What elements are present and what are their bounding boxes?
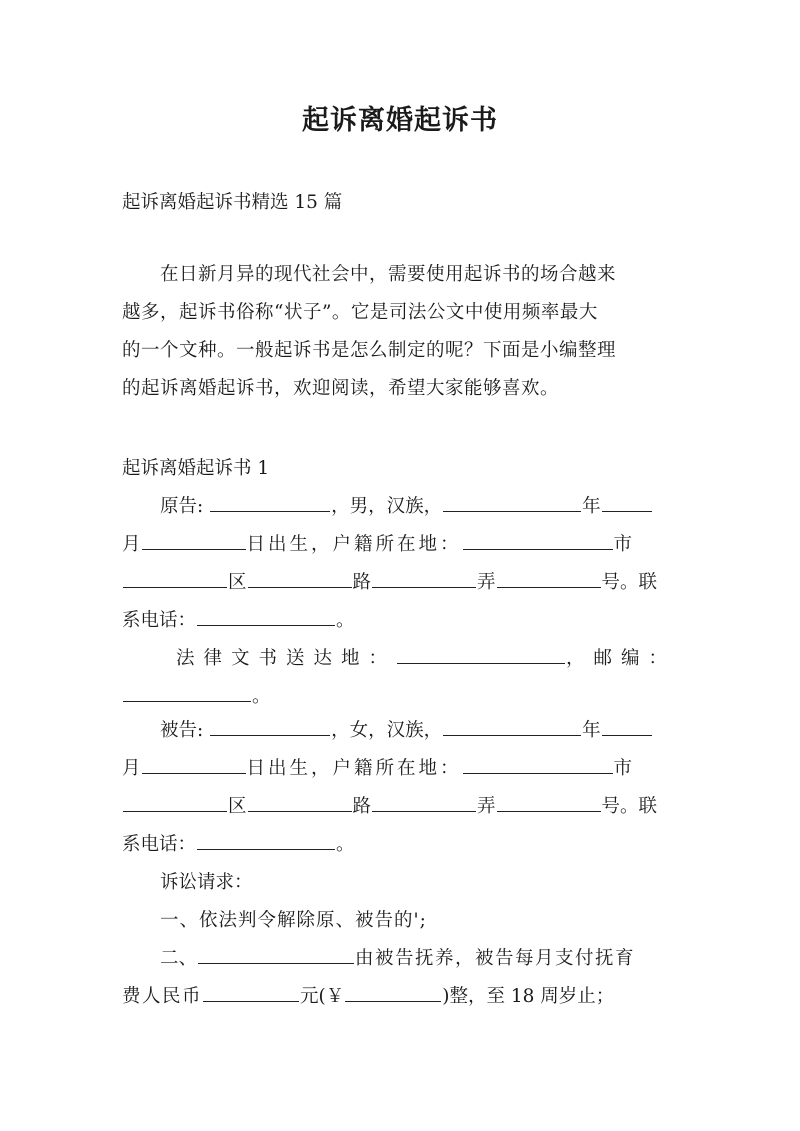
plaintiff-birth-year-blank[interactable] [443, 495, 581, 512]
plaintiff-name-blank[interactable] [210, 495, 330, 512]
plaintiff-gender: ，男，汉族， [331, 496, 443, 517]
claims-label: 诉讼请求： [160, 872, 253, 893]
service-address-line-1 [176, 646, 676, 672]
intro-line-4: 的起诉离婚起诉书，欢迎阅读，希望大家能够喜欢。 [122, 378, 560, 399]
defendant-line-1 [160, 718, 653, 744]
claim-2-child-blank[interactable] [198, 947, 354, 964]
service-address-blank[interactable] [397, 647, 565, 664]
service-address-line-2 [122, 684, 271, 710]
plaintiff-period: 。 [336, 610, 355, 631]
plaintiff-phone-label: 系电话： [122, 610, 197, 631]
defendant-road-blank[interactable] [372, 795, 476, 812]
defendant-birth-year-blank[interactable] [443, 719, 581, 736]
plaintiff-number-contact: 号。联 [601, 572, 658, 593]
defendant-period: 。 [336, 834, 355, 855]
plaintiff-lane-label: 弄 [477, 572, 496, 593]
plaintiff-birth-day-blank[interactable] [142, 533, 246, 550]
zip-label: ，邮编： [566, 648, 677, 669]
defendant-month-label: 月 [122, 758, 141, 779]
claim-1: 一、依法判令解除原、被告的'; [160, 910, 427, 931]
intro-line-2: 越多，起诉书俗称“状子”。它是司法公文中使用频率最大 [122, 302, 598, 323]
defendant-label: 被告: [160, 720, 204, 741]
defendant-birth-month-blank[interactable] [602, 719, 652, 736]
defendant-district-label: 区 [228, 796, 247, 817]
plaintiff-district-label: 区 [228, 572, 247, 593]
defendant-name-blank[interactable] [210, 719, 330, 736]
defendant-province-blank[interactable] [463, 757, 613, 774]
plaintiff-birth-reg: 日出生，户籍所在地： [246, 534, 462, 555]
claim-2-line-1 [160, 946, 635, 972]
plaintiff-month-label: 月 [122, 534, 141, 555]
plaintiff-birth-month-blank[interactable] [602, 495, 652, 512]
plaintiff-line-3 [122, 570, 657, 596]
service-address-label: 法律文书送达地： [176, 648, 397, 669]
intro-line-1: 在日新月异的现代社会中，需要使用起诉书的场合越来 [160, 264, 617, 285]
claim-2-suffix: )整，至 18 周岁止； [442, 986, 615, 1007]
zip-period: 。 [252, 686, 271, 707]
document-title: 起诉离婚起诉书 [302, 105, 498, 136]
plaintiff-road-blank[interactable] [372, 571, 476, 588]
defendant-number-contact: 号。联 [601, 796, 658, 817]
plaintiff-city-blank[interactable] [123, 571, 227, 588]
plaintiff-lane-blank[interactable] [497, 571, 601, 588]
defendant-birth-reg: 日出生，户籍所在地： [246, 758, 462, 779]
plaintiff-line-2 [122, 532, 632, 558]
plaintiff-city-label: 市 [613, 534, 633, 555]
defendant-district-blank[interactable] [248, 795, 352, 812]
defendant-lane-blank[interactable] [497, 795, 601, 812]
claim-2-amount-blank[interactable] [203, 985, 299, 1002]
defendant-gender: ，女，汉族， [331, 720, 443, 741]
document-subtitle: 起诉离婚起诉书精选 15 篇 [122, 192, 343, 213]
plaintiff-line-4 [122, 608, 355, 634]
plaintiff-province-blank[interactable] [463, 533, 613, 550]
claim-2-prefix: 二、 [160, 948, 198, 969]
defendant-line-4 [122, 832, 355, 858]
defendant-line-3 [122, 794, 657, 820]
defendant-lane-label: 弄 [477, 796, 496, 817]
defendant-line-2 [122, 756, 632, 782]
plaintiff-year-label: 年 [582, 496, 601, 517]
claim-2-yuan: 元(￥ [300, 986, 345, 1007]
claim-2-fee-label: 费人民币 [122, 986, 203, 1007]
section-heading: 起诉离婚起诉书 1 [122, 458, 270, 479]
defendant-road-label: 路 [352, 796, 372, 817]
defendant-birth-day-blank[interactable] [142, 757, 246, 774]
zip-blank[interactable] [123, 685, 251, 702]
defendant-city-label: 市 [613, 758, 633, 779]
defendant-phone-label: 系电话： [122, 834, 197, 855]
plaintiff-phone-blank[interactable] [197, 609, 335, 626]
claim-2-amount-number-blank[interactable] [345, 985, 441, 1002]
defendant-phone-blank[interactable] [197, 833, 335, 850]
plaintiff-line-1 [160, 494, 653, 520]
defendant-city-blank[interactable] [123, 795, 227, 812]
claim-2-text: 由被告抚养，被告每月支付抚育 [355, 948, 636, 969]
plaintiff-label: 原告: [160, 496, 204, 517]
claim-2-line-2 [122, 984, 614, 1010]
plaintiff-road-label: 路 [352, 572, 372, 593]
defendant-year-label: 年 [582, 720, 601, 741]
plaintiff-district-blank[interactable] [248, 571, 352, 588]
intro-line-3: 的一个文种。一般起诉书是怎么制定的呢？下面是小编整理 [122, 340, 617, 361]
